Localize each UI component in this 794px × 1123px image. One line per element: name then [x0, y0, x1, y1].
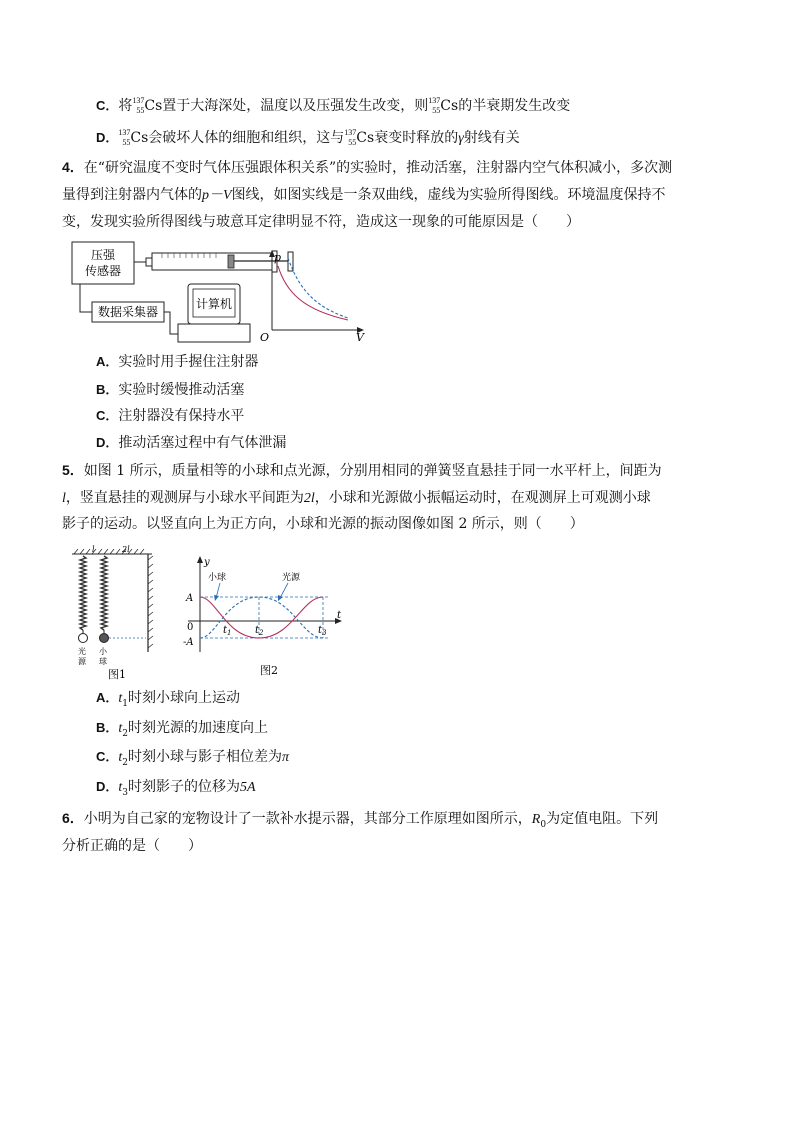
- symbol-pi: π: [282, 750, 290, 765]
- ball-label: 球: [99, 657, 107, 666]
- light-label: 光: [78, 647, 86, 656]
- text: 会破坏人体的细胞和组织，这与: [148, 130, 345, 146]
- axis-label-p: p: [274, 251, 282, 264]
- pv-symbol: p－V: [202, 188, 232, 203]
- label-negA: -A: [183, 637, 194, 648]
- isotope-notation: 137 55: [118, 128, 131, 147]
- q4-option-d: [96, 433, 286, 453]
- q5-option-b: [96, 718, 268, 744]
- symbol-t: t: [118, 780, 123, 795]
- text: 分析正确的是（ ）: [62, 838, 202, 854]
- text: 在“研究温度不变时气体压强跟体积关系”的实验时，推动活塞，注射器内空气体积减小，多次测: [83, 160, 673, 176]
- ball-label: 小: [99, 647, 107, 656]
- ball-icon: [100, 634, 109, 643]
- text: 图线，如图实线是一条双曲线，虚线为实验所得图线。环境温度保持不: [231, 187, 666, 203]
- q5-stem-line1: [62, 460, 662, 481]
- q4-stem-line3: [62, 212, 580, 232]
- q4-option-b: [96, 380, 244, 400]
- light-source-icon: [79, 634, 88, 643]
- text: 变，发现实验所得图线与玻意耳定律明显不符，造成这一现象的可能原因是（ ）: [62, 214, 580, 230]
- text: 射线有关: [463, 130, 520, 146]
- text: ，竖直悬挂的观测屏与小球水平间距为: [65, 490, 304, 506]
- element-symbol: Cs: [130, 130, 149, 146]
- option-text: 实验时缓慢推动活塞: [118, 382, 245, 398]
- q5-option-d: [96, 777, 256, 803]
- option-text: 时刻小球与影子相位差为: [128, 749, 283, 765]
- subscript: 1: [122, 698, 129, 709]
- q3-option-c: [96, 96, 570, 116]
- option-text: 时刻光源的加速度向上: [128, 720, 269, 736]
- label-t3: $t_3$: [318, 625, 327, 637]
- option-text: 推动活塞过程中有气体泄漏: [118, 435, 287, 451]
- question-number: 4．: [62, 159, 84, 175]
- subscript: 2: [122, 757, 129, 768]
- option-text: 时刻影子的位移为: [128, 779, 241, 795]
- dashed-experimental-curve: [288, 258, 348, 318]
- text: 小明为自己家的宠物设计了一款补水提示器，其部分工作原理如图所示，: [83, 811, 532, 827]
- axis-label-v: V: [356, 331, 364, 344]
- q5-figure-2: [178, 552, 348, 682]
- label-zero: 0: [187, 622, 194, 633]
- curve-label-ball: 小球: [208, 573, 227, 583]
- dim-label-2l: 2l: [122, 545, 130, 554]
- computer-label: 计算机: [195, 297, 233, 311]
- symbol-R: R: [531, 812, 541, 827]
- element-symbol: Cs: [356, 130, 375, 146]
- figure-1-caption: 图1: [108, 668, 126, 681]
- axis-label-y: y: [204, 557, 210, 568]
- q4-stem-line1: [62, 157, 672, 178]
- text: 的半衰期发生改变: [458, 98, 571, 114]
- axis-label-t: t: [337, 610, 342, 621]
- label-A: A: [186, 593, 194, 604]
- spring-ball: [101, 556, 107, 630]
- option-letter: D．: [96, 779, 119, 794]
- gamma-symbol: γ: [458, 131, 464, 146]
- q4-option-a: [96, 352, 258, 372]
- symbol-l: l: [62, 491, 66, 506]
- dim-label-l: l: [92, 545, 95, 554]
- label-t1: $t_1$: [223, 625, 232, 637]
- q5-option-a: [96, 688, 240, 714]
- text: ，小球和光源做小振幅运动时，在观测屏上可观测小球: [314, 490, 651, 506]
- q5-stem-line2: [62, 488, 651, 509]
- text: 量得到注射器内气体的: [62, 187, 202, 203]
- isotope-notation: 137 55: [428, 96, 441, 115]
- q5-figure-1: [68, 544, 160, 682]
- pv-graph: [258, 248, 368, 344]
- syringe-scale: [162, 253, 216, 258]
- light-label: 源: [78, 657, 86, 666]
- origin-label: O: [260, 331, 270, 344]
- option-letter: C．: [96, 408, 119, 423]
- figure-2-caption: 图2: [260, 664, 278, 677]
- text: 为定值电阻。下列: [546, 811, 659, 827]
- symbol-t: t: [118, 750, 123, 765]
- isotope-notation: 137 55: [132, 96, 145, 115]
- sensor-label: 压强: [90, 248, 116, 262]
- option-letter: A．: [96, 354, 119, 369]
- collector-label: 数据采集器: [97, 305, 159, 319]
- symbol-t: t: [118, 721, 123, 736]
- text: 将: [118, 98, 133, 114]
- q4-stem-line2: [62, 185, 666, 206]
- symbol-2l: 2l: [303, 491, 315, 506]
- option-letter: C．: [96, 749, 119, 764]
- option-letter: C．: [96, 98, 119, 113]
- question-number: 6．: [62, 810, 84, 826]
- option-letter: A．: [96, 690, 119, 705]
- option-letter: D．: [96, 130, 119, 145]
- value-5A: 5A: [240, 780, 256, 795]
- q6-stem-line2: [62, 836, 202, 856]
- option-letter: B．: [96, 720, 119, 735]
- curve-label-light: 光源: [282, 573, 301, 583]
- text: 衰变时释放的: [374, 130, 459, 146]
- subscript: 0: [540, 819, 547, 830]
- solid-hyperbola-curve: [278, 266, 348, 320]
- subscript: 3: [122, 787, 129, 798]
- option-letter: D．: [96, 435, 119, 450]
- q5-stem-line3: [62, 514, 584, 534]
- option-text: 注射器没有保持水平: [118, 408, 245, 424]
- q6-stem-line1: [62, 808, 658, 835]
- isotope-notation: 137 55: [344, 128, 357, 147]
- option-letter: B．: [96, 382, 119, 397]
- text: 如图 1 所示，质量相等的小球和点光源，分别用相同的弹簧竖直悬挂于同一水平杆上，间距为: [83, 463, 662, 479]
- q3-option-d: [96, 128, 520, 149]
- text: 影子的运动。以竖直向上为正方向，小球和光源的振动图像如图 2 所示，则（ ）: [62, 516, 584, 532]
- sensor-label: 传感器: [84, 264, 122, 278]
- symbol-t: t: [118, 691, 123, 706]
- q4-option-c: [96, 406, 244, 426]
- q5-option-c: [96, 747, 289, 773]
- text: 置于大海深处，温度以及压强发生改变，则: [162, 98, 429, 114]
- element-symbol: Cs: [440, 98, 459, 114]
- option-text: 实验时用手握住注射器: [118, 354, 259, 370]
- label-t2: $t_2$: [255, 625, 264, 637]
- spring-light: [80, 556, 86, 630]
- subscript: 2: [122, 728, 129, 739]
- option-text: 时刻小球向上运动: [128, 690, 241, 706]
- element-symbol: Cs: [144, 98, 163, 114]
- question-number: 5．: [62, 462, 84, 478]
- computer-base: [178, 324, 250, 342]
